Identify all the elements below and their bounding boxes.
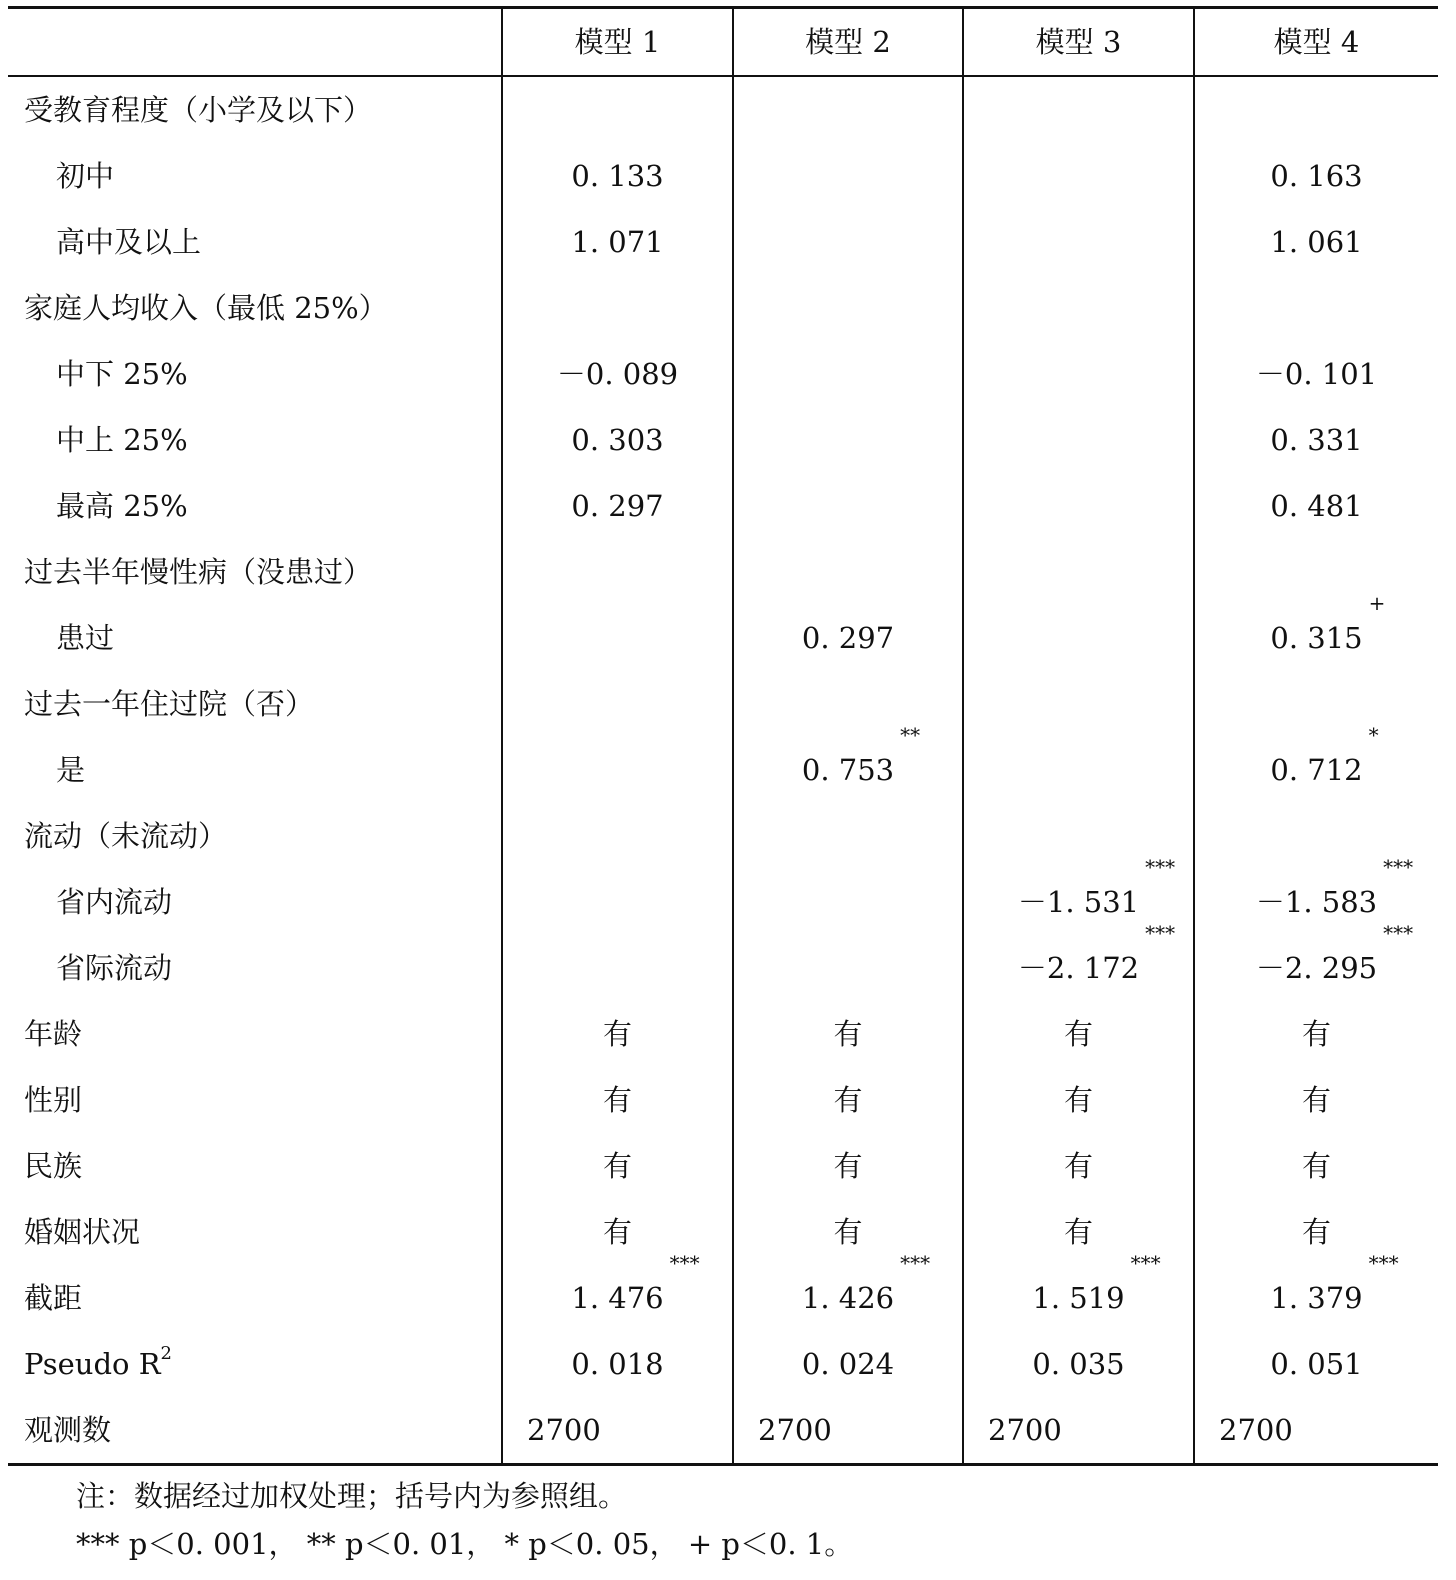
cell-model-1	[502, 209, 733, 275]
coefficient-value: －2. 295 ***	[1255, 921, 1414, 985]
significance-mark: ***	[1145, 855, 1176, 879]
cell-model-3	[963, 737, 1194, 803]
observations-model-3: 2700	[963, 1397, 1194, 1465]
table-row	[8, 473, 1438, 539]
row-label: 高中及以上	[56, 225, 202, 259]
row-label: 中下 25%	[56, 357, 188, 391]
significance-mark: ***	[1368, 1251, 1399, 1275]
cell-model-2	[733, 143, 963, 209]
cell-model-4	[1194, 539, 1438, 605]
cell-model-1	[502, 605, 733, 671]
cell-model-3	[963, 275, 1194, 341]
significance-note: *** p＜0. 001， ** p＜0. 01， * p＜0. 05， + p＜0. 1。	[76, 1527, 854, 1561]
cell-model-2	[733, 869, 963, 935]
cell-model-4	[1194, 143, 1438, 209]
coefficient-value: 有	[1301, 1017, 1331, 1051]
table-row	[8, 935, 1438, 1001]
coefficient-value: 有	[1063, 1017, 1093, 1051]
row-label: 婚姻状况	[24, 1215, 141, 1249]
cell-model-2	[733, 1001, 963, 1067]
observations-model-4: 2700	[1194, 1397, 1438, 1465]
cell-model-4	[1194, 209, 1438, 275]
cell-model-2	[733, 935, 963, 1001]
observations-model-1: 2700	[502, 1397, 733, 1465]
coefficient-value: －0. 089	[556, 357, 679, 391]
table-row	[8, 605, 1438, 671]
cell-model-3	[963, 539, 1194, 605]
cell-model-2	[733, 209, 963, 275]
cell-model-1	[502, 1251, 733, 1331]
cell-model-2	[733, 1067, 963, 1133]
table-row	[8, 1199, 1438, 1265]
cell-model-2	[733, 1133, 963, 1199]
cell-model-1	[502, 76, 733, 143]
coefficient-value: 1. 061	[1270, 225, 1363, 259]
coefficient-value: 0. 315 +	[1270, 591, 1386, 655]
observations-label: 观测数	[24, 1413, 112, 1447]
coefficient-value: 1. 519 ***	[1032, 1251, 1161, 1315]
table-header	[8, 8, 1438, 77]
pseudo-r2-model-4	[1194, 1331, 1438, 1397]
header-model-2: 模型 2	[733, 8, 963, 77]
table-row	[8, 539, 1438, 605]
cell-model-2	[733, 671, 963, 737]
cell-model-3	[963, 209, 1194, 275]
cell-model-1	[502, 1001, 733, 1067]
coefficient-value: 有	[602, 1083, 632, 1117]
row-label: 是	[56, 753, 86, 787]
header-model-4: 模型 4	[1194, 8, 1438, 77]
pseudo-r2-superscript: 2	[160, 1343, 172, 1365]
pseudo-r2-model-2	[733, 1331, 963, 1397]
table-row	[8, 275, 1438, 341]
cell-model-1	[502, 671, 733, 737]
coefficient-value: －1. 583 ***	[1255, 855, 1414, 919]
cell-model-3	[963, 1133, 1194, 1199]
pseudo-r2-value: 0. 051	[1270, 1347, 1363, 1381]
row-label: 最高 25%	[56, 489, 188, 523]
row-label: 年龄	[24, 1017, 83, 1051]
significance-mark: ***	[900, 1251, 931, 1275]
cell-model-4	[1194, 1067, 1438, 1133]
table-row	[8, 407, 1438, 473]
row-label: 截距	[24, 1281, 83, 1315]
cell-model-2	[733, 539, 963, 605]
row-label: 中上 25%	[56, 423, 188, 457]
coefficient-value: 有	[1301, 1149, 1331, 1183]
cell-model-1	[502, 737, 733, 803]
cell-model-1	[502, 341, 733, 407]
coefficient-value: 0. 712 *	[1270, 723, 1379, 787]
coefficient-value: 有	[602, 1215, 632, 1249]
coefficient-value: 1. 379 ***	[1270, 1251, 1399, 1315]
cell-model-2	[733, 803, 963, 869]
coefficient-value: 0. 133	[571, 159, 664, 193]
row-label: 过去一年住过院（否）	[24, 687, 315, 721]
header-blank	[8, 8, 502, 77]
cell-model-4	[1194, 671, 1438, 737]
significance-mark: ***	[1383, 921, 1414, 945]
table-row	[8, 803, 1438, 869]
cell-model-3	[963, 473, 1194, 539]
header-model-1: 模型 1	[502, 8, 733, 77]
cell-model-3	[963, 1001, 1194, 1067]
coefficient-value: －2. 172 ***	[1017, 921, 1176, 985]
pseudo-r2-value: 0. 035	[1032, 1347, 1125, 1381]
regression-table	[8, 6, 1438, 1466]
coefficient-value: 0. 297	[571, 489, 664, 523]
table-note: 注：数据经过加权处理；括号内为参照组。	[76, 1479, 628, 1513]
table-row	[8, 76, 1438, 143]
cell-model-1	[502, 407, 733, 473]
cell-model-2	[733, 275, 963, 341]
row-label: 家庭人均收入（最低 25%）	[24, 291, 388, 325]
coefficient-value: 0. 753 **	[801, 723, 921, 787]
cell-model-4	[1194, 407, 1438, 473]
cell-model-2	[733, 341, 963, 407]
significance-mark: ***	[1145, 921, 1176, 945]
row-label: 过去半年慢性病（没患过）	[24, 555, 373, 589]
coefficient-value: 有	[1063, 1083, 1093, 1117]
coefficient-value: －1. 531 ***	[1017, 855, 1176, 919]
row-label: 流动（未流动）	[24, 819, 228, 853]
cell-model-1	[502, 935, 733, 1001]
cell-model-4	[1194, 1199, 1438, 1265]
row-label: 民族	[24, 1149, 83, 1183]
cell-model-4	[1194, 341, 1438, 407]
cell-model-3	[963, 341, 1194, 407]
cell-model-1	[502, 803, 733, 869]
cell-model-4	[1194, 1251, 1438, 1331]
pseudo-r2-row	[8, 1331, 1438, 1397]
cell-model-1	[502, 1133, 733, 1199]
coefficient-value: 有	[833, 1149, 863, 1183]
coefficient-value: 有	[602, 1149, 632, 1183]
cell-model-4	[1194, 591, 1438, 671]
table-row	[8, 671, 1438, 737]
cell-model-1	[502, 869, 733, 935]
pseudo-r2-label	[8, 1331, 502, 1397]
row-label: 性别	[24, 1083, 83, 1117]
cell-model-1	[502, 275, 733, 341]
cell-model-3	[963, 407, 1194, 473]
cell-model-4	[1194, 473, 1438, 539]
table-row	[8, 1133, 1438, 1199]
coefficient-value: 有	[1301, 1215, 1331, 1249]
coefficient-value: 有	[833, 1017, 863, 1051]
cell-model-3	[963, 143, 1194, 209]
table-row	[8, 209, 1438, 275]
cell-model-2	[733, 605, 963, 671]
cell-model-3	[963, 1251, 1194, 1331]
coefficient-value: 1. 426 ***	[801, 1251, 931, 1315]
cell-model-3	[963, 605, 1194, 671]
cell-model-3	[963, 921, 1194, 1001]
cell-model-1	[502, 143, 733, 209]
pseudo-r2-model-3	[963, 1331, 1194, 1397]
cell-model-2	[733, 407, 963, 473]
table-body	[8, 76, 1438, 1465]
cell-model-3	[963, 671, 1194, 737]
significance-mark: ***	[1383, 855, 1414, 879]
coefficient-value: 0. 297	[801, 621, 895, 655]
cell-model-4	[1194, 1001, 1438, 1067]
cell-model-4	[1194, 76, 1438, 143]
table-row	[8, 341, 1438, 407]
observations-model-2: 2700	[733, 1397, 963, 1465]
significance-mark: ***	[669, 1251, 700, 1275]
cell-model-4	[1194, 921, 1438, 1001]
coefficient-value: 有	[833, 1215, 863, 1249]
row-label: 患过	[56, 621, 115, 655]
header-row	[8, 8, 1438, 77]
cell-model-4	[1194, 275, 1438, 341]
pseudo-r2-label-text: Pseudo R	[24, 1347, 161, 1381]
table-row	[8, 1001, 1438, 1067]
table-row	[8, 1265, 1438, 1331]
cell-model-1	[502, 539, 733, 605]
significance-mark: +	[1368, 591, 1386, 615]
coefficient-value: 0. 303	[571, 423, 664, 457]
significance-mark: *	[1368, 723, 1379, 747]
cell-model-2	[733, 1251, 963, 1331]
coefficient-value: 有	[602, 1017, 632, 1051]
coefficient-value: 1. 071	[571, 225, 664, 259]
cell-model-2	[733, 76, 963, 143]
cell-model-3	[963, 76, 1194, 143]
row-label: 初中	[56, 159, 115, 193]
cell-model-3	[963, 1067, 1194, 1133]
coefficient-value: 有	[1063, 1149, 1093, 1183]
pseudo-r2-value: 0. 018	[571, 1347, 664, 1381]
header-model-3: 模型 3	[963, 8, 1194, 77]
row-label: 受教育程度（小学及以下）	[24, 93, 373, 127]
significance-mark: ***	[1130, 1251, 1161, 1275]
significance-mark: **	[900, 723, 921, 747]
coefficient-value: 1. 476 ***	[571, 1251, 700, 1315]
pseudo-r2-value: 0. 024	[801, 1347, 895, 1381]
coefficient-value: 有	[1063, 1215, 1093, 1249]
row-label: 省内流动	[56, 885, 173, 919]
coefficient-value: 有	[1301, 1083, 1331, 1117]
table-row	[8, 737, 1438, 803]
cell-model-1	[502, 1067, 733, 1133]
table-row	[8, 869, 1438, 935]
cell-model-4	[1194, 1133, 1438, 1199]
coefficient-value: 有	[833, 1083, 863, 1117]
coefficient-value: －0. 101	[1255, 357, 1378, 391]
table-row	[8, 1067, 1438, 1133]
cell-model-1	[502, 473, 733, 539]
cell-model-2	[733, 473, 963, 539]
coefficient-value: 0. 163	[1270, 159, 1363, 193]
coefficient-value: 0. 331	[1270, 423, 1363, 457]
observations-row	[8, 1397, 1438, 1465]
table-row	[8, 143, 1438, 209]
row-label: 省际流动	[56, 951, 173, 985]
coefficient-value: 0. 481	[1270, 489, 1363, 523]
cell-model-2	[733, 723, 963, 803]
pseudo-r2-model-1	[502, 1331, 733, 1397]
cell-model-4	[1194, 723, 1438, 803]
